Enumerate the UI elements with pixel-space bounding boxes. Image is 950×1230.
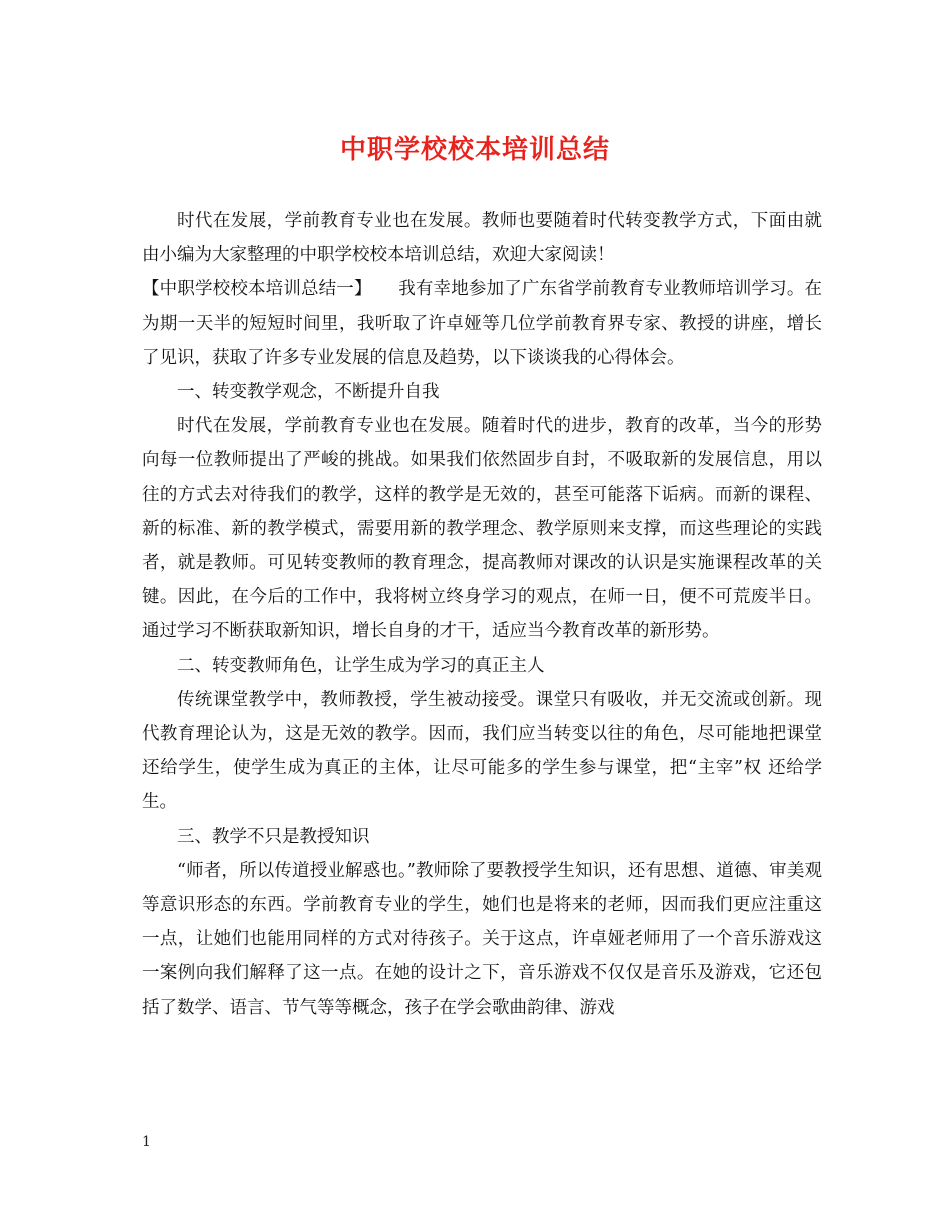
- paragraph-summary-one: 【中职学校校本培训总结一】 我有幸地参加了广东省学前教育专业教师培训学习。在为期一天半的短短时间里，我听取了许卓娅等几位学前教育界专家、教授的讲座，增长了见识，获取了许多专业发展的信息及趋势，以下谈谈我的心得体会。: [142, 279, 822, 368]
- paragraph-section-one: 时代在发展，学前教育专业也在发展。随着时代的进步，教育的改革，当今的形势向每一位教师提出了严峻的挑战。如果我们依然固步自封，不吸取新的发展信息，用以往的方式去对待我们的教学，这样的教学是无效的，甚至可能落下诟病。而新的课程、新的标准、新的教学模式，需要用新的教学理念、教学原则来支撑，而这些理论的实践者，就是教师。可见转变教师的教育理念，提高教师对课改的认识是实施课程改革的关键。因此，在今后的工作中，我将树立终身学习的观点，在师一日，便不可荒废半日。通过学习不断获取新知识，增长自身的才干，适应当今教育改革的新形势。: [142, 416, 822, 642]
- paragraph-section-two: 传统课堂教学中，教师教授，学生被动接受。课堂只有吸收，并无交流或创新。现代教育理论认为，这是无效的教学。因而，我们应当转变以往的角色，尽可能地把课堂还给学生，使学生成为真正的主体，让尽可能多的学生参与课堂，把“主宰”权 还给学生。: [142, 689, 822, 813]
- document-title: 中职学校校本培训总结: [339, 135, 610, 165]
- section-heading-one: 一、转变教学观念，不断提升自我: [177, 382, 440, 403]
- page-number: 1: [142, 1134, 151, 1150]
- document-body: [142, 204, 822, 1025]
- paragraph-intro: 时代在发展，学前教育专业也在发展。教师也要随着时代转变教学方式，下面由就由小编为大家整理的中职学校校本培训总结，欢迎大家阅读！: [142, 211, 822, 266]
- section-heading-two: 二、转变教师角色，让学生成为学习的真正主人: [177, 655, 545, 676]
- section-heading-three: 三、教学不只是教授知识: [177, 826, 370, 847]
- paragraph-section-three: “师者，所以传道授业解惑也。”教师除了要教授学生知识，还有思想、道德、审美观等意识形态的东西。学前教育专业的学生，她们也是将来的老师，因而我们更应注重这一点，让她们也能用同样的方式对待孩子。关于这点，许卓娅老师用了一个音乐游戏这一案例向我们解释了这一点。在她的设计之下，音乐游戏不仅仅是音乐及游戏，它还包括了数学、语言、节气等等概念，孩子在学会歌曲韵律、游戏: [142, 860, 822, 1018]
